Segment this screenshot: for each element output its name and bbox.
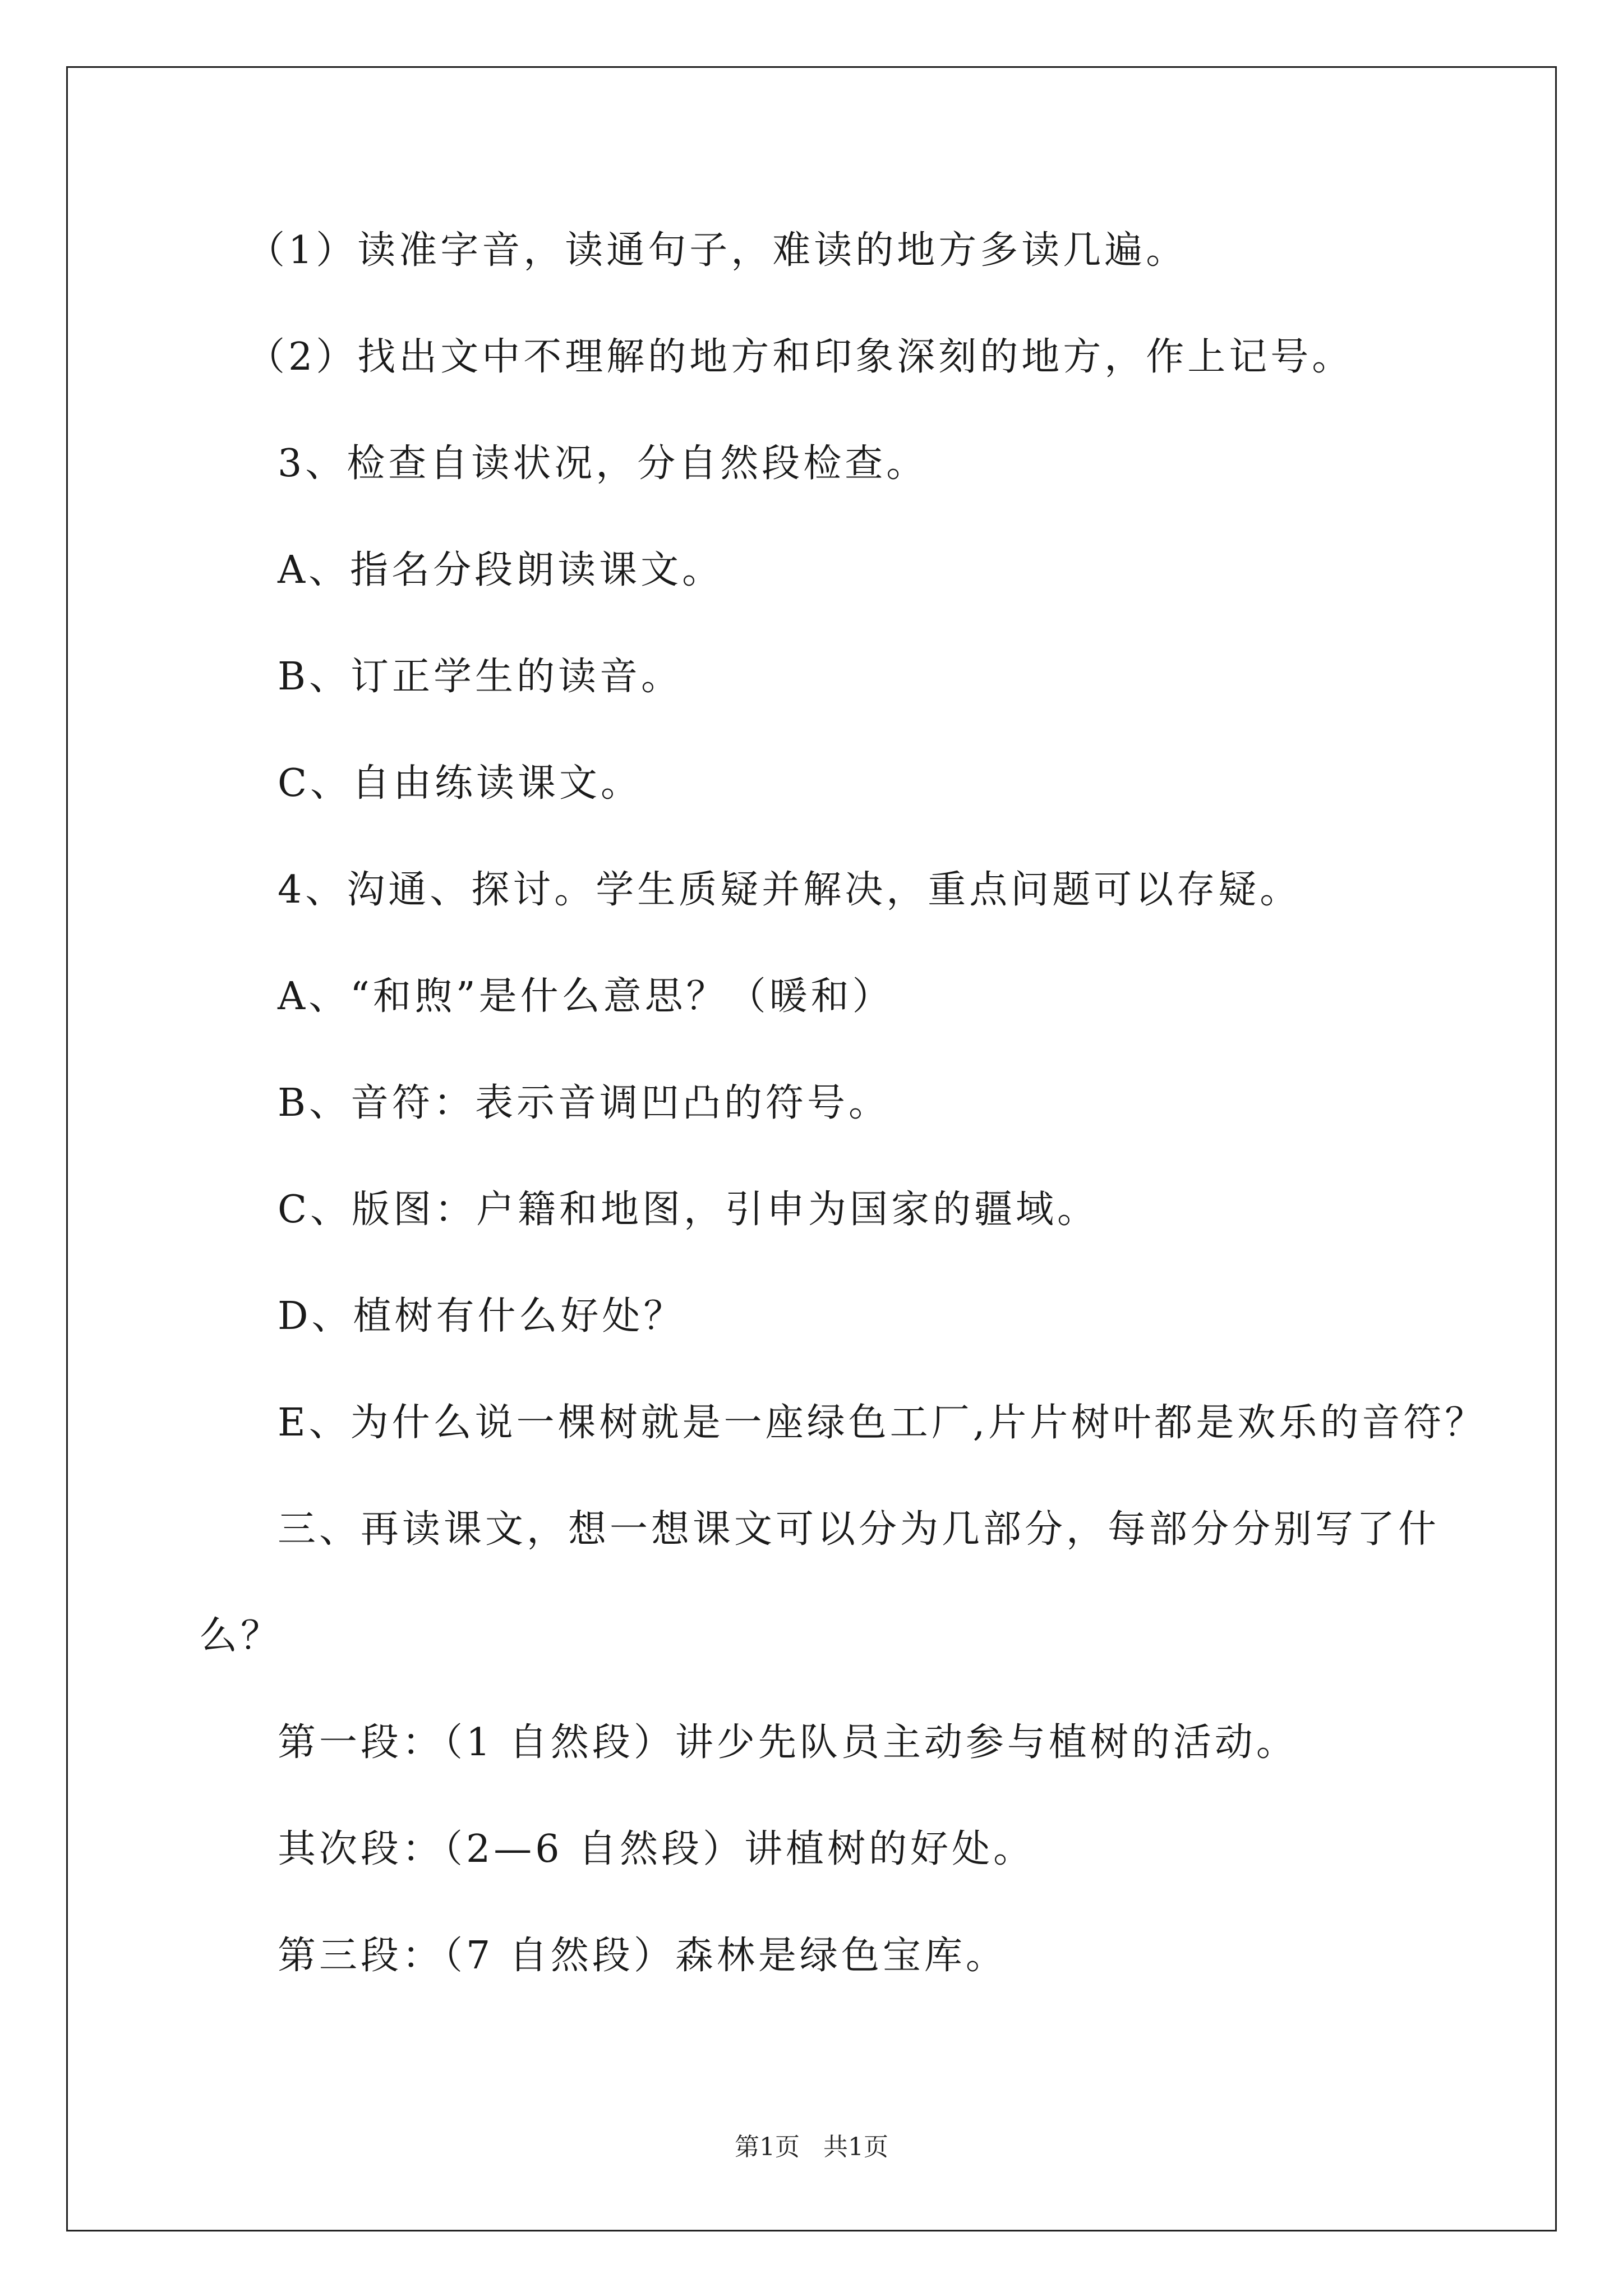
paragraph-6: C、自由练读课文。 bbox=[278, 761, 643, 806]
paragraph-9: B、音符：表示音调凹凸的符号。 bbox=[278, 1081, 890, 1125]
paragraph-4: A、指名分段朗读课文。 bbox=[278, 548, 724, 592]
paragraph-2: （2）找出文中不理解的地方和印象深刻的地方，作上记号。 bbox=[247, 335, 1354, 379]
paragraph-7: 4、沟通、探讨。学生质疑并解决，重点问题可以存疑。 bbox=[278, 868, 1302, 912]
paragraph-10: C、版图：户籍和地图，引申为国家的疆域。 bbox=[278, 1188, 1099, 1232]
paragraph-12: E、为什么说一棵树就是一座绿色工厂,片片树叶都是欢乐的音符？ bbox=[278, 1401, 1487, 1445]
page-number: 第1页 共1页 bbox=[735, 2133, 888, 2161]
paragraph-8: A、“和煦”是什么意思？（暖和） bbox=[278, 974, 894, 1019]
page-border bbox=[66, 66, 1557, 2231]
paragraph-3: 3、检查自读状况，分自然段检查。 bbox=[278, 441, 928, 486]
paragraph-14: 第一段：（1 自然段）讲少先队员主动参与植树的活动。 bbox=[278, 1720, 1298, 1765]
paragraph-5: B、订正学生的读音。 bbox=[278, 655, 683, 699]
paragraph-13: 三、再读课文，想一想课文可以分为几部分，每部分分别写了什 bbox=[278, 1507, 1440, 1552]
paragraph-13-continued: 么？ bbox=[199, 1614, 283, 1658]
paragraph-15: 其次段：（2—6 自然段）讲植树的好处。 bbox=[278, 1827, 1035, 1871]
paragraph-1: （1）读准字音，读通句子，难读的地方多读几遍。 bbox=[247, 228, 1188, 273]
paragraph-16: 第三段：（7 自然段）森林是绿色宝库。 bbox=[278, 1934, 1007, 1978]
paragraph-11: D、植树有什么好处？ bbox=[278, 1294, 685, 1338]
